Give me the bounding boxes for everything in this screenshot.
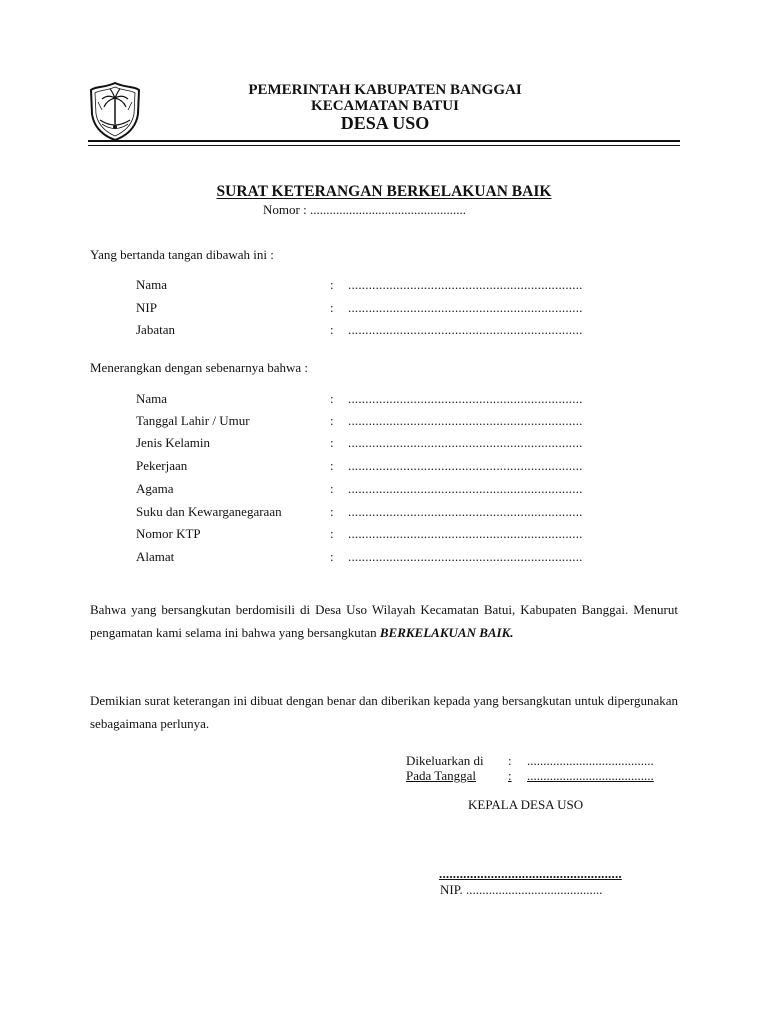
issued-place-label: Dikeluarkan di (406, 753, 484, 768)
subject-birth-label: Tanggal Lahir / Umur (136, 413, 250, 428)
subject-birth-field: .................................................................... (348, 413, 583, 428)
statement-emphasis: BERKELAKUAN BAIK. (379, 625, 514, 640)
subject-gender-label: Jenis Kelamin (136, 435, 211, 450)
document-number: Nomor : ................................................ (263, 202, 466, 217)
subject-ethnicity-label: Suku dan Kewarganegaraan (136, 504, 282, 519)
subject-ktp-label: Nomor KTP (136, 526, 201, 541)
subject-ethnicity-colon: : (330, 504, 334, 519)
subject-occupation-colon: : (330, 458, 334, 473)
letterhead-line-1: PEMERINTAH KABUPATEN BANGGAI (248, 82, 522, 98)
signer-position-label: Jabatan (136, 322, 175, 337)
signer-nip-field: .................................................................... (348, 300, 583, 315)
subject-address-colon: : (330, 549, 334, 564)
letterhead-line-2: KECAMATAN BATUI (311, 98, 459, 114)
subject-occupation-label: Pekerjaan (136, 458, 188, 473)
subject-gender-colon: : (330, 435, 334, 450)
subject-occupation-field: .................................................................... (348, 458, 583, 473)
issued-place-colon: : (508, 753, 512, 768)
signer-name-label: Nama (136, 277, 168, 292)
regency-crest-icon (88, 80, 142, 142)
signer-name-field: .................................................................... (348, 277, 583, 292)
statement-text: Bahwa yang bersangkutan berdomisili di Desa Uso Wilayah Kecamatan Batui, Kabupaten Banggai. Menurut pengamatan kami selama ini bahwa yang bersangkutan (90, 602, 678, 640)
issued-date-label: Pada Tanggal (406, 768, 476, 783)
intro-signer: Yang bertanda tangan dibawah ini : (90, 247, 274, 262)
document-title: SURAT KETERANGAN BERKELAKUAN BAIK (216, 183, 552, 200)
subject-name-label: Nama (136, 391, 168, 406)
issued-place-field: ....................................... (527, 753, 654, 768)
letterhead-line-3: DESA USO (340, 113, 430, 133)
letterhead-rule-thin (88, 145, 680, 146)
signer-nip-colon: : (330, 300, 334, 315)
intro-subject: Menerangkan dengan sebenarnya bahwa : (90, 360, 309, 375)
signature-name-line: ..................................................... (439, 866, 622, 881)
subject-religion-label: Agama (136, 481, 174, 496)
issued-date-colon: : (508, 768, 512, 783)
signer-position-field: .................................................................... (348, 322, 583, 337)
subject-ktp-colon: : (330, 526, 334, 541)
subject-name-field: .................................................................... (348, 391, 583, 406)
subject-religion-colon: : (330, 481, 334, 496)
subject-religion-field: .................................................................... (348, 481, 583, 496)
signature-position: KEPALA DESA USO (468, 797, 584, 812)
signature-nip: NIP. .......................................... (440, 882, 603, 897)
subject-birth-colon: : (330, 413, 334, 428)
statement-paragraph (90, 598, 678, 644)
signer-nip-label: NIP (136, 300, 157, 315)
closing-paragraph: Demikian surat keterangan ini dibuat dengan benar dan diberikan kepada yang bersangkutan untuk dipergunakan sebagaimana perlunya. (90, 693, 678, 731)
subject-name-colon: : (330, 391, 334, 406)
subject-ktp-field: .................................................................... (348, 526, 583, 541)
signer-name-colon: : (330, 277, 334, 292)
subject-address-label: Alamat (136, 549, 175, 564)
subject-ethnicity-field: .................................................................... (348, 504, 583, 519)
subject-address-field: .................................................................... (348, 549, 583, 564)
issued-date-field: ....................................... (527, 768, 654, 783)
subject-gender-field: .................................................................... (348, 435, 583, 450)
signer-position-colon: : (330, 322, 334, 337)
letterhead-rule-thick (88, 140, 680, 142)
